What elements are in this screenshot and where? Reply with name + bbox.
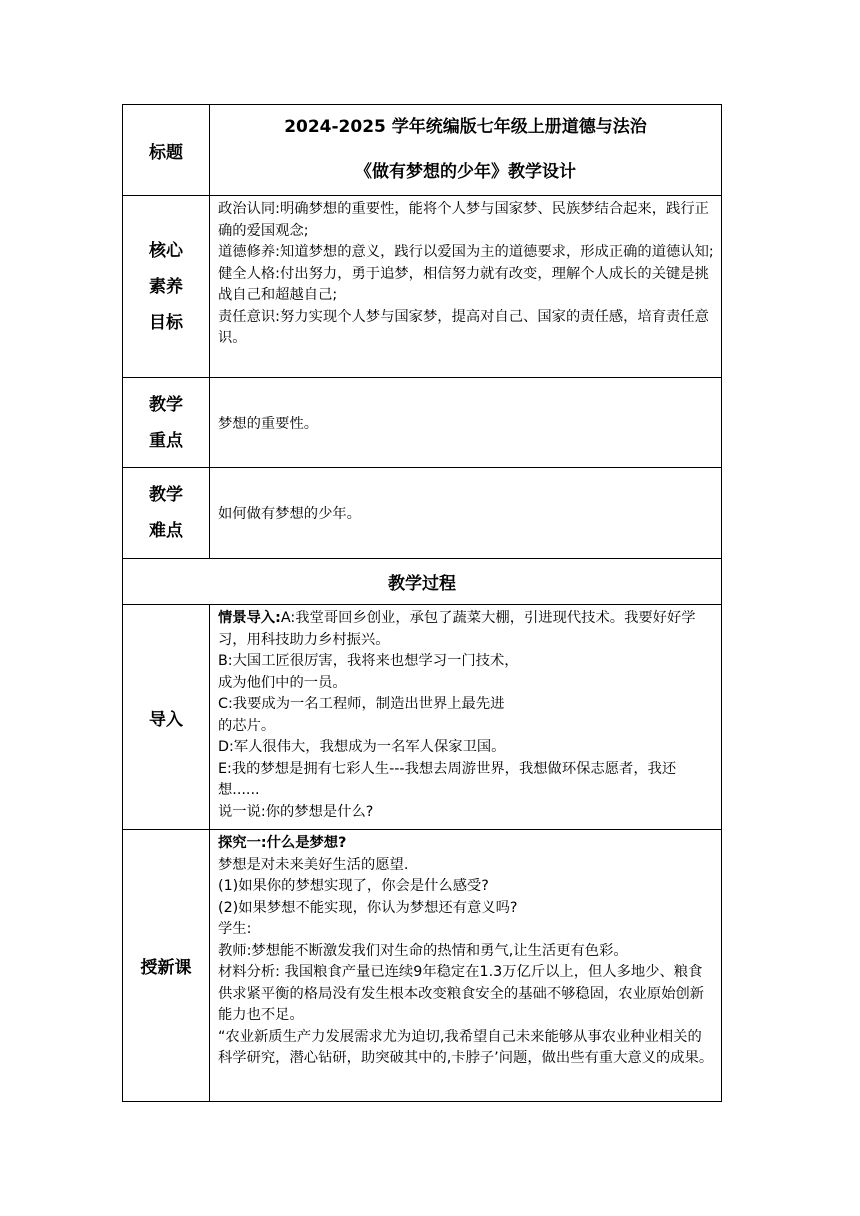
difficulty-label-line: 教学 xyxy=(149,485,183,505)
doc-title-line1: 2024-2025 学年统编版七年级上册道德与法治 xyxy=(284,117,647,137)
difficulty-text: 如何做有梦想的少年。 xyxy=(210,468,722,559)
intro-line-b2: 成为他们中的一员。 xyxy=(218,674,347,691)
core-goal-personality: 健全人格:付出努力，勇于追梦，相信努力就有改变，理解个人成长的关键是挑战自己和超越自己; xyxy=(218,265,709,303)
intro-line-c: C:我要成为一名工程师，制造出世界上最先进 xyxy=(218,696,505,712)
question-1: (1)如果你的梦想实现了，你会是什么感受? xyxy=(218,878,489,894)
core-goals-row xyxy=(123,196,722,378)
intro-line-e: E:我的梦想是拥有七彩人生---我想去周游世界，我想做环保志愿者，我还想...... xyxy=(218,760,677,798)
doc-title-line2: 《做有梦想的少年》教学设计 xyxy=(355,162,576,182)
title-label: 标题 xyxy=(149,142,183,163)
new-lesson-row xyxy=(123,830,722,1102)
difficulty-label-line: 难点 xyxy=(149,521,183,541)
process-heading: 教学过程 xyxy=(123,559,722,605)
difficulty-row xyxy=(123,468,722,559)
intro-row xyxy=(123,605,722,830)
intro-content xyxy=(210,605,722,830)
difficulty-label-cell xyxy=(123,468,210,559)
intro-lead: 情景导入: xyxy=(218,610,281,626)
title-cell xyxy=(210,105,722,196)
new-lesson-content xyxy=(210,830,722,1102)
core-goals-content xyxy=(210,196,722,378)
key-point-label-line: 重点 xyxy=(149,430,183,451)
key-point-label-line: 教学 xyxy=(149,394,183,415)
intro-line-d: D:军人很伟大，我想成为一名军人保家卫国。 xyxy=(218,739,506,755)
key-point-row xyxy=(123,378,722,468)
teacher-line: 教师:梦想能不断激发我们对生命的热情和勇气,让生活更有色彩。 xyxy=(218,942,628,959)
key-point-text: 梦想的重要性。 xyxy=(210,378,722,468)
lesson-plan-table xyxy=(122,104,722,1102)
new-lesson-label: 授新课 xyxy=(123,830,210,1102)
intro-label: 导入 xyxy=(123,605,210,830)
dream-definition: 梦想是对未来美好生活的愿望. xyxy=(218,856,409,873)
intro-line-b: B:大国工匠很厉害，我将来也想学习一门技术， xyxy=(218,653,519,669)
title-label-cell xyxy=(123,105,210,196)
process-heading-row xyxy=(123,559,722,605)
intro-line-a: 情景导入:A:我堂哥回乡创业，承包了蔬菜大棚，引进现代技术。我要好好学习，用科技助力乡村振兴。 xyxy=(218,610,696,648)
core-label-line: 核心 xyxy=(149,240,183,261)
explore-heading: 探究一:什么是梦想? xyxy=(218,835,347,851)
core-goal-moral: 道德修养:知道梦想的意义，践行以爱国为主的道德要求，形成正确的道德认知; xyxy=(218,244,714,260)
question-2: (2)如果梦想不能实现，你认为梦想还有意义吗? xyxy=(218,899,518,916)
student-line: 学生: xyxy=(218,921,252,937)
key-point-label-cell xyxy=(123,378,210,468)
material-analysis: 材料分析: 我国粮食产量已连续9年稳定在1.3万亿斤以上，但人多地少、粮食供求紧平衡的格局没有发生根本改变粮食安全的基础不够稳固，农业原始创新能力也不足。 xyxy=(218,964,705,1023)
title-row xyxy=(123,105,722,196)
core-label-line: 目标 xyxy=(149,312,183,333)
intro-question: 说一说:你的梦想是什么? xyxy=(218,803,374,820)
core-goal-political: 政治认同:明确梦想的重要性，能将个人梦与国家梦、民族梦结合起来，践行正确的爱国观念; xyxy=(218,201,709,239)
intro-line-c2: 的芯片。 xyxy=(218,717,276,734)
core-goals-label-cell xyxy=(123,196,210,378)
core-goal-responsibility: 责任意识:努力实现个人梦与国家梦，提高对自己、国家的责任感，培育责任意识。 xyxy=(218,308,709,346)
quote-paragraph: “农业新质生产力发展需求尤为迫切,我希望自己未来能够从事农业种业相关的科学研究，潜心钻研，助突破其中的,卡脖子’问题，做出些有重大意义的成果。 xyxy=(218,1028,714,1066)
core-label-line: 素养 xyxy=(149,276,183,297)
